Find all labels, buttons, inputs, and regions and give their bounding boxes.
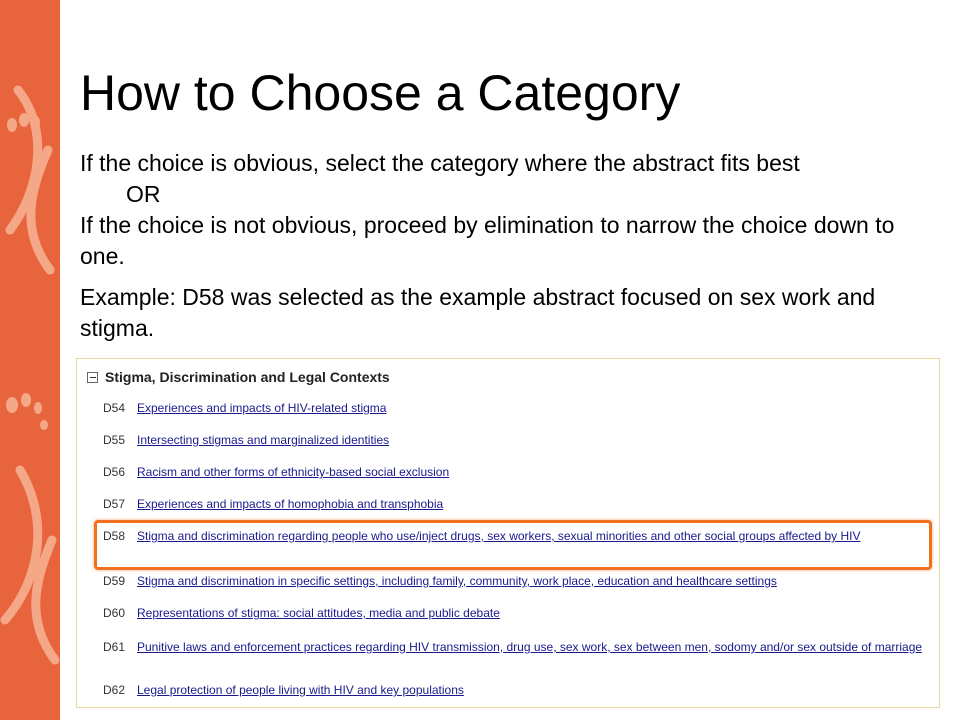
item-link[interactable]: Racism and other forms of ethnicity-based social exclusion	[137, 465, 450, 479]
list-item	[103, 465, 927, 480]
category-header[interactable]	[87, 369, 390, 385]
item-code: D59	[103, 574, 126, 588]
instruction-or: OR	[126, 181, 161, 207]
item-link[interactable]: Representations of stigma: social attitudes, media and public debate	[137, 606, 500, 620]
item-link[interactable]: Stigma and discrimination regarding people who use/inject drugs, sex workers, sexual minorities and other social groups affected by HIV	[137, 529, 861, 543]
item-code: D54	[103, 401, 126, 415]
item-code: D58	[103, 529, 126, 543]
list-item	[103, 640, 927, 655]
list-item	[103, 683, 927, 698]
list-item	[103, 606, 927, 621]
example-text: Example: D58 was selected as the example abstract focused on sex work and stigma.	[80, 284, 876, 341]
list-item	[103, 401, 927, 416]
list-item	[103, 433, 927, 448]
item-code: D55	[103, 433, 126, 447]
instruction-elimination: If the choice is not obvious, proceed by elimination to narrow the choice down to one.	[80, 212, 895, 269]
category-title: Stigma, Discrimination and Legal Contexts	[105, 369, 390, 385]
list-item	[103, 497, 927, 512]
collapse-icon[interactable]	[87, 372, 98, 383]
item-code: D56	[103, 465, 126, 479]
item-link[interactable]: Experiences and impacts of homophobia and transphobia	[137, 497, 444, 511]
selection-highlight	[94, 520, 932, 570]
item-code: D60	[103, 606, 126, 620]
list-item	[103, 574, 927, 589]
item-link[interactable]: Stigma and discrimination in specific settings, including family, community, work place, education and healthcare settings	[137, 574, 777, 588]
item-link[interactable]: Experiences and impacts of HIV-related stigma	[137, 401, 387, 415]
decorative-side-band	[0, 0, 60, 720]
item-link[interactable]: Intersecting stigmas and marginalized identities	[137, 433, 390, 447]
slide-body	[80, 148, 940, 344]
item-link[interactable]: Legal protection of people living with HIV and key populations	[137, 683, 464, 697]
item-code: D62	[103, 683, 126, 697]
decorative-swirl-icon	[0, 0, 60, 720]
item-code: D61	[103, 640, 126, 654]
instruction-obvious: If the choice is obvious, select the category where the abstract fits best	[80, 150, 800, 176]
item-code: D57	[103, 497, 126, 511]
item-link[interactable]: Punitive laws and enforcement practices regarding HIV transmission, drug use, sex work, sex between men, sodomy and/or sex outside of marriage	[137, 640, 923, 654]
slide-title: How to Choose a Category	[80, 65, 681, 121]
